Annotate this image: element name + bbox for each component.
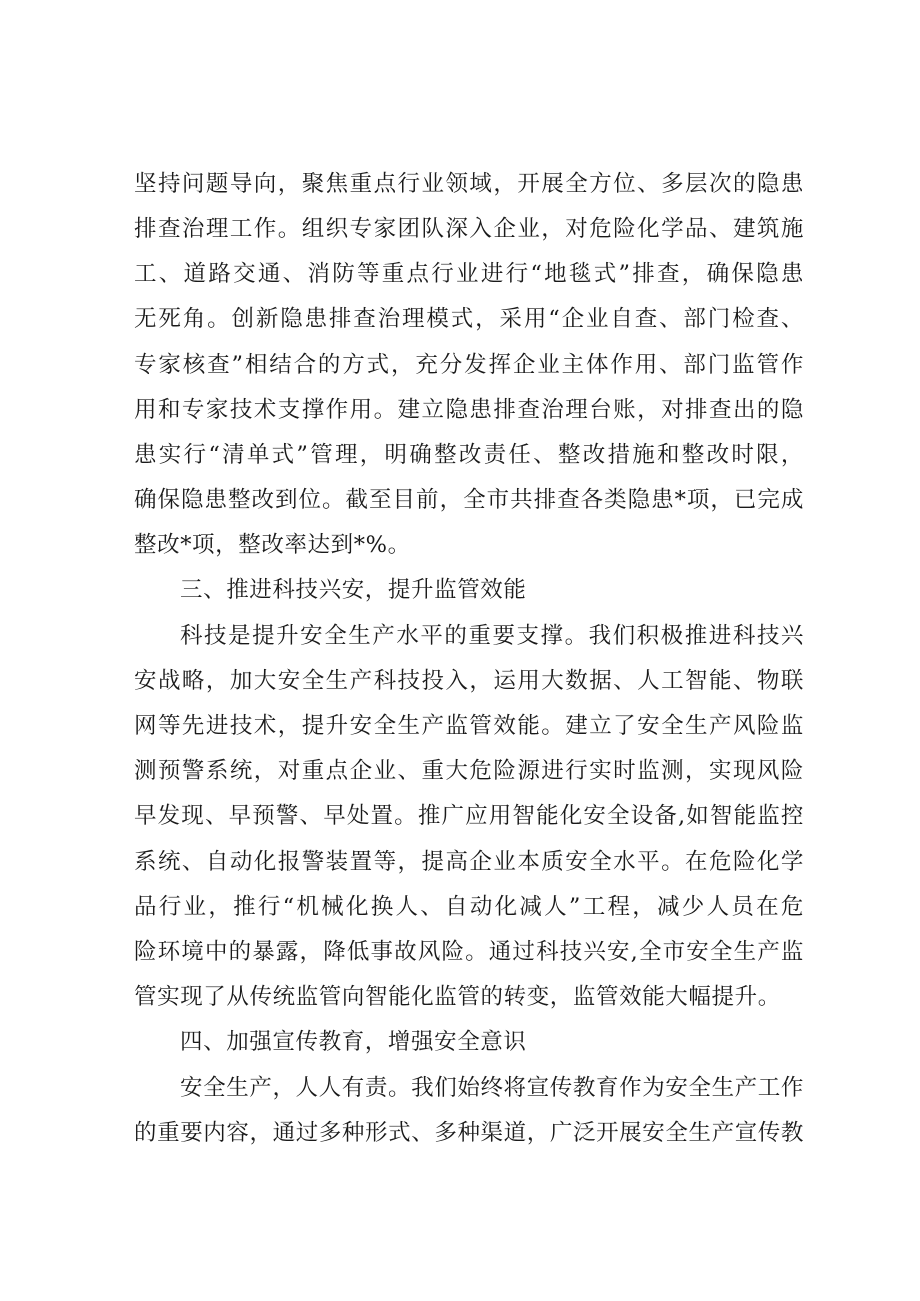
paragraph-line: 安战略，加大安全生产科技投入，运用大数据、人工智能、物联	[134, 668, 804, 694]
paragraph-line: 安全生产，人人有责。我们始终将宣传教育作为安全生产工作	[180, 1075, 804, 1101]
paragraph-line: 确保隐患整改到位。截至目前，全市共排查各类隐患*项，已完成	[134, 487, 804, 513]
paragraph-line: 整改*项，整改率达到*%。	[134, 532, 411, 558]
paragraph-line: 管实现了从传统监管向智能化监管的转变，监管效能大幅提升。	[134, 984, 781, 1010]
paragraph-line: 网等先进技术，提升安全生产监管效能。建立了安全生产风险监	[134, 713, 804, 739]
section-heading: 四、加强宣传教育，增强安全意识	[180, 1029, 527, 1055]
paragraph-line: 科技是提升安全生产水平的重要支撑。我们积极推进科技兴	[180, 623, 804, 649]
paragraph-line: 坚持问题导向，聚焦重点行业领域，开展全方位、多层次的隐患	[134, 171, 804, 197]
paragraph-line: 专家核查”相结合的方式，充分发挥企业主体作用、部门监管作	[134, 352, 804, 378]
paragraph-line: 品行业，推行“机械化换人、自动化减人”工程，减少人员在危	[134, 894, 804, 920]
paragraph-line: 系统、自动化报警装置等，提高企业本质安全水平。在危险化学	[134, 849, 804, 875]
paragraph-line: 险环境中的暴露，降低事故风险。通过科技兴安,全市安全生产监	[134, 939, 804, 965]
paragraph-line: 工、道路交通、消防等重点行业进行“地毯式”排查，确保隐患	[134, 261, 804, 287]
section-heading: 三、推进科技兴安，提升监管效能	[180, 577, 527, 603]
paragraph-line: 测预警系统，对重点企业、重大危险源进行实时监测，实现风险	[134, 758, 804, 784]
paragraph-line: 无死角。创新隐患排查治理模式，采用“企业自查、部门检查、	[134, 306, 804, 332]
paragraph-line: 排查治理工作。组织专家团队深入企业，对危险化学品、建筑施	[134, 216, 804, 242]
paragraph-line: 早发现、早预警、早处置。推广应用智能化安全设备,如智能监控	[134, 803, 804, 829]
paragraph-line: 的重要内容，通过多种形式、多种渠道，广泛开展安全生产宣传教	[134, 1120, 804, 1146]
paragraph-line: 用和专家技术支撑作用。建立隐患排查治理台账，对排查出的隐	[134, 397, 804, 423]
paragraph-line: 患实行“清单式”管理，明确整改责任、整改措施和整改时限，	[134, 442, 804, 468]
